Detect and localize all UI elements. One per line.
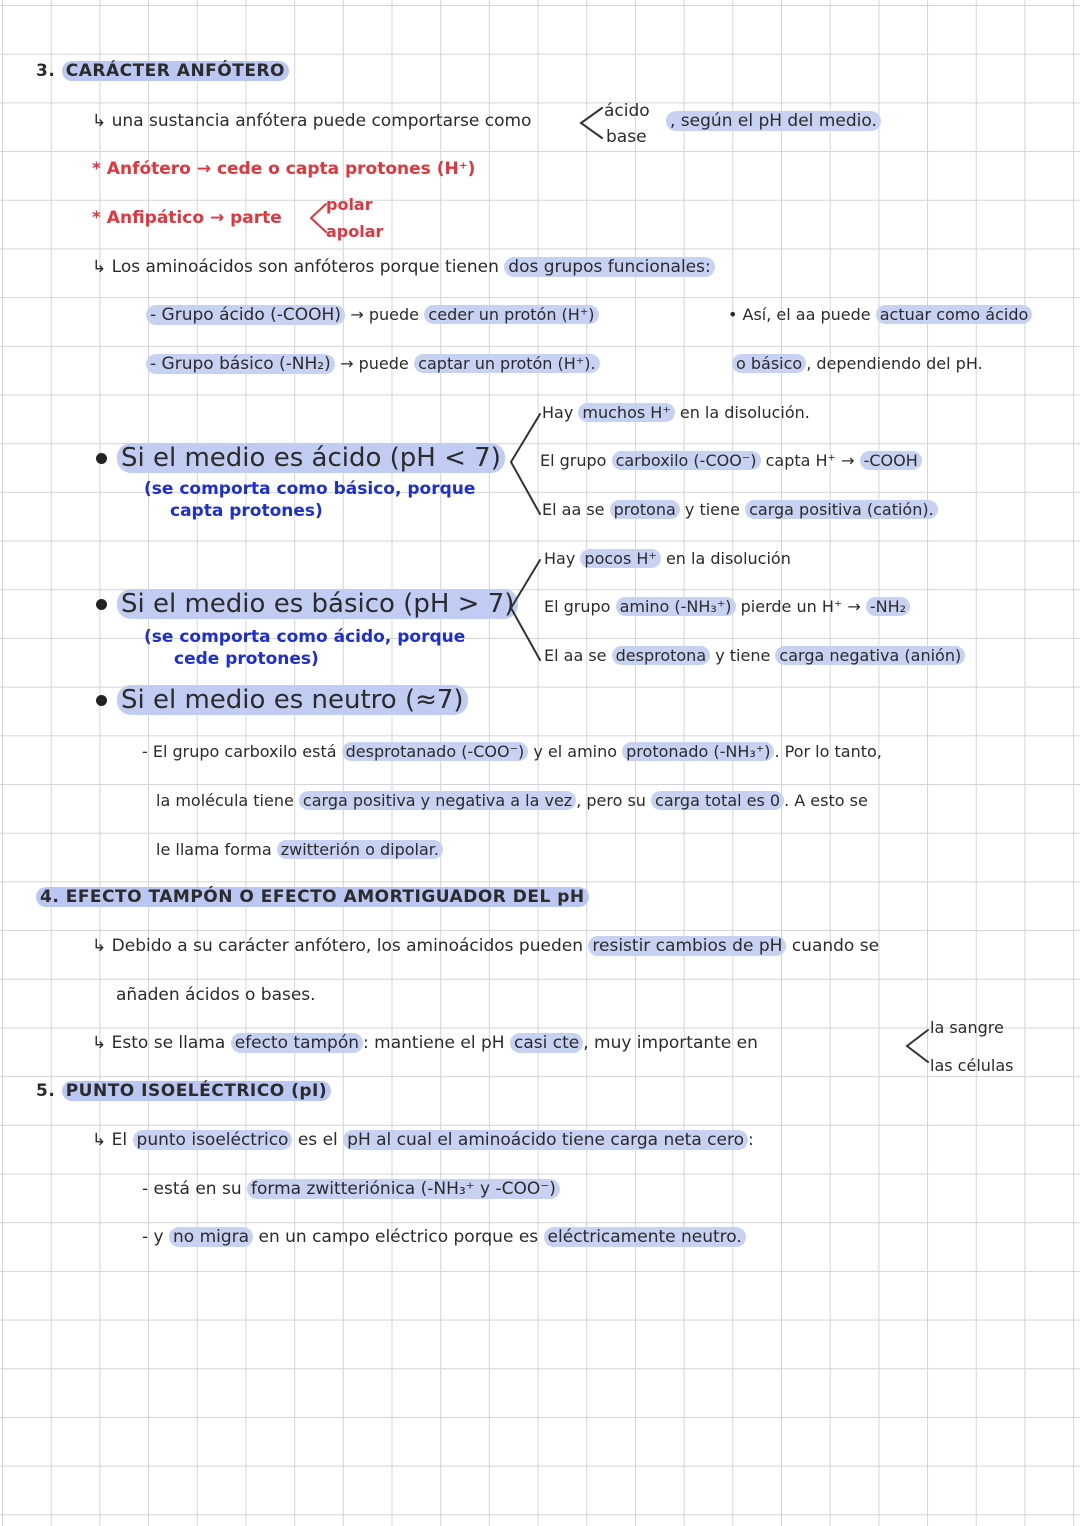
acidic-row-2-arrow: capta H⁺ → bbox=[765, 451, 855, 470]
acidic-row-2-highlight: carboxilo (-COO⁻) bbox=[612, 451, 761, 470]
statement-text: ↳ Los aminoácidos son anfóteros porque tienen bbox=[92, 257, 499, 277]
neutral-line-1-mid: y el amino bbox=[533, 742, 618, 761]
neutral-line-1 bbox=[142, 741, 882, 763]
basic-row-2 bbox=[544, 596, 910, 618]
neutral-line-3-text: le llama forma bbox=[156, 840, 272, 859]
amphoteric-note: * Anfótero → cede o capta protones (H⁺) bbox=[92, 159, 476, 179]
acidic-row-1 bbox=[542, 402, 810, 424]
buffer-line-1-highlight: resistir cambios de pH bbox=[588, 936, 786, 956]
pi-line-3-mid: en un campo eléctrico porque es bbox=[258, 1227, 539, 1247]
bullet-icon bbox=[96, 599, 107, 610]
acid-group-line bbox=[146, 304, 599, 326]
buffer-line-3 bbox=[92, 1032, 758, 1054]
neutral-medium-title: Si el medio es neutro (≈7) bbox=[117, 685, 468, 715]
acidic-row-3-mid: y tiene bbox=[684, 500, 740, 519]
neutral-line-3-highlight: zwitterión o dipolar. bbox=[277, 840, 443, 859]
basic-medium-heading bbox=[96, 588, 518, 620]
pi-line-3 bbox=[142, 1226, 746, 1248]
acidic-medium-note-2: capta protones) bbox=[170, 501, 323, 521]
definition-text: ↳ una sustancia anfótera puede comportarse como bbox=[92, 111, 532, 131]
side-note-1-highlight: actuar como ácido bbox=[876, 305, 1033, 324]
buffer-line-3-highlight: efecto tampón bbox=[231, 1033, 363, 1053]
section-3-title: CARÁCTER ANFÓTERO bbox=[62, 61, 289, 81]
definition-tail bbox=[666, 110, 881, 132]
section-4-heading bbox=[36, 886, 589, 908]
option-apolar: apolar bbox=[326, 222, 384, 241]
neutral-line-1-highlight: desprotanado (-COO⁻) bbox=[342, 742, 529, 761]
side-note-1 bbox=[728, 304, 1032, 326]
neutral-line-2-highlight-2: carga total es 0 bbox=[651, 791, 784, 810]
neutral-line-2-mid: , pero su bbox=[576, 791, 646, 810]
brace-icon bbox=[308, 202, 328, 234]
pi-line-2-text: - está en su bbox=[142, 1179, 242, 1199]
pi-definition-term: punto isoeléctrico bbox=[133, 1130, 293, 1150]
brace-icon bbox=[508, 558, 542, 662]
pi-line-3-highlight-2: eléctricamente neutro. bbox=[544, 1227, 746, 1247]
section-3-heading bbox=[36, 60, 289, 82]
neutral-line-1-tail: . Por lo tanto, bbox=[774, 742, 882, 761]
buffer-line-3-mid: : mantiene el pH bbox=[363, 1033, 505, 1053]
option-polar: polar bbox=[326, 195, 373, 214]
side-note-2-highlight: o básico bbox=[732, 354, 806, 373]
acidic-row-1-tail: en la disolución. bbox=[679, 403, 810, 422]
amphipathic-note: * Anfipático → parte bbox=[92, 208, 282, 228]
acidic-row-1-text: Hay bbox=[542, 403, 574, 422]
pi-line-3-text: - y bbox=[142, 1227, 164, 1247]
buffer-line-2: añaden ácidos o bases. bbox=[116, 985, 316, 1005]
neutral-line-3 bbox=[156, 839, 443, 861]
acid-group-arrow: → puede bbox=[350, 305, 420, 324]
pi-definition-highlight: pH al cual el aminoácido tiene carga neta cero bbox=[343, 1130, 748, 1150]
basic-row-3 bbox=[544, 645, 965, 667]
basic-medium-note-2: cede protones) bbox=[174, 649, 319, 669]
section-5-number: 5. bbox=[36, 1081, 56, 1101]
basic-row-3-mid: y tiene bbox=[715, 646, 771, 665]
bullet-icon bbox=[96, 453, 107, 464]
basic-row-2-text: El grupo bbox=[544, 597, 611, 616]
acidic-row-3 bbox=[542, 499, 938, 521]
acidic-row-1-highlight: muchos H⁺ bbox=[578, 403, 674, 422]
buffer-line-3-text: ↳ Esto se llama bbox=[92, 1033, 226, 1053]
acidic-row-2 bbox=[540, 450, 922, 472]
pi-definition bbox=[92, 1129, 754, 1151]
pi-line-3-highlight: no migra bbox=[169, 1227, 253, 1247]
acidic-row-3-result: carga positiva (catión). bbox=[745, 500, 938, 519]
basic-medium-note-1: (se comporta como ácido, porque bbox=[144, 627, 466, 647]
buffer-line-3-highlight-2: casi cte bbox=[510, 1033, 583, 1053]
basic-group: - Grupo básico (-NH₂) bbox=[146, 354, 335, 374]
pi-definition-text: ↳ El bbox=[92, 1130, 128, 1150]
buffer-line-1-text: ↳ Debido a su carácter anfótero, los aminoácidos pueden bbox=[92, 936, 583, 956]
basic-group-action: captar un protón (H⁺). bbox=[414, 354, 599, 373]
basic-row-1-tail: en la disolución bbox=[665, 549, 791, 568]
pi-line-2-highlight: forma zwitteriónica (-NH₃⁺ y -COO⁻) bbox=[247, 1179, 560, 1199]
acidic-medium-note-1: (se comporta como básico, porque bbox=[144, 479, 476, 499]
acidic-row-3-text: El aa se bbox=[542, 500, 605, 519]
basic-row-3-text: El aa se bbox=[544, 646, 607, 665]
pi-definition-mid: es el bbox=[297, 1130, 338, 1150]
acidic-row-3-highlight: protona bbox=[610, 500, 680, 519]
basic-row-1-highlight: pocos H⁺ bbox=[580, 549, 660, 568]
side-note-1-text: • Así, el aa puede bbox=[728, 305, 871, 324]
acid-group-action: ceder un protón (H⁺) bbox=[424, 305, 598, 324]
basic-row-3-result: carga negativa (anión) bbox=[775, 646, 965, 665]
pi-definition-tail: : bbox=[747, 1130, 754, 1150]
acidic-medium-title: Si el medio es ácido (pH < 7) bbox=[117, 443, 505, 473]
option-blood: la sangre bbox=[930, 1018, 1004, 1037]
brace-icon bbox=[904, 1028, 930, 1064]
brace-icon bbox=[578, 106, 604, 140]
basic-row-1-text: Hay bbox=[544, 549, 576, 568]
section-4-title: 4. EFECTO TAMPÓN O EFECTO AMORTIGUADOR DEL pH bbox=[36, 887, 589, 907]
basic-group-arrow: → puede bbox=[340, 354, 409, 373]
basic-group-line bbox=[146, 353, 600, 375]
buffer-line-3-tail: , muy importante en bbox=[583, 1033, 758, 1053]
basic-row-2-highlight: amino (-NH₃⁺) bbox=[616, 597, 736, 616]
neutral-line-2-text: la molécula tiene bbox=[156, 791, 294, 810]
basic-row-3-highlight: desprotona bbox=[612, 646, 711, 665]
acid-group: - Grupo ácido (-COOH) bbox=[146, 305, 345, 325]
option-acid: ácido bbox=[604, 101, 650, 121]
option-base: base bbox=[606, 127, 647, 147]
definition-tail-text: , según el pH del medio. bbox=[666, 111, 881, 131]
amino-acids-statement bbox=[92, 256, 715, 278]
option-cells: las células bbox=[930, 1056, 1014, 1075]
brace-icon bbox=[508, 412, 542, 516]
basic-medium-title: Si el medio es básico (pH > 7) bbox=[117, 589, 518, 619]
section-3-number: 3. bbox=[36, 61, 56, 81]
acidic-row-2-result: -COOH bbox=[860, 451, 922, 470]
basic-row-2-arrow: pierde un H⁺ → bbox=[740, 597, 861, 616]
statement-highlight: dos grupos funcionales: bbox=[504, 257, 714, 277]
section-5-heading bbox=[36, 1080, 331, 1102]
neutral-medium-heading bbox=[96, 684, 468, 716]
side-note-2-text: , dependiendo del pH. bbox=[806, 354, 983, 373]
acidic-medium-heading bbox=[96, 442, 505, 474]
amphoteric-definition bbox=[92, 110, 531, 132]
neutral-line-1-text: - El grupo carboxilo está bbox=[142, 742, 337, 761]
neutral-line-2-tail: . A esto se bbox=[784, 791, 868, 810]
bullet-icon bbox=[96, 695, 107, 706]
buffer-line-1-tail: cuando se bbox=[791, 936, 880, 956]
basic-row-1 bbox=[544, 548, 791, 570]
section-5-title: PUNTO ISOELÉCTRICO (pI) bbox=[62, 1081, 331, 1101]
pi-line-2 bbox=[142, 1178, 560, 1200]
side-note-2 bbox=[732, 353, 983, 375]
basic-row-2-result: -NH₂ bbox=[866, 597, 910, 616]
neutral-line-2-highlight: carga positiva y negativa a la vez bbox=[299, 791, 576, 810]
neutral-line-1-highlight-2: protonado (-NH₃⁺) bbox=[622, 742, 774, 761]
acidic-row-2-text: El grupo bbox=[540, 451, 607, 470]
neutral-line-2 bbox=[156, 790, 868, 812]
buffer-line-1 bbox=[92, 935, 879, 957]
